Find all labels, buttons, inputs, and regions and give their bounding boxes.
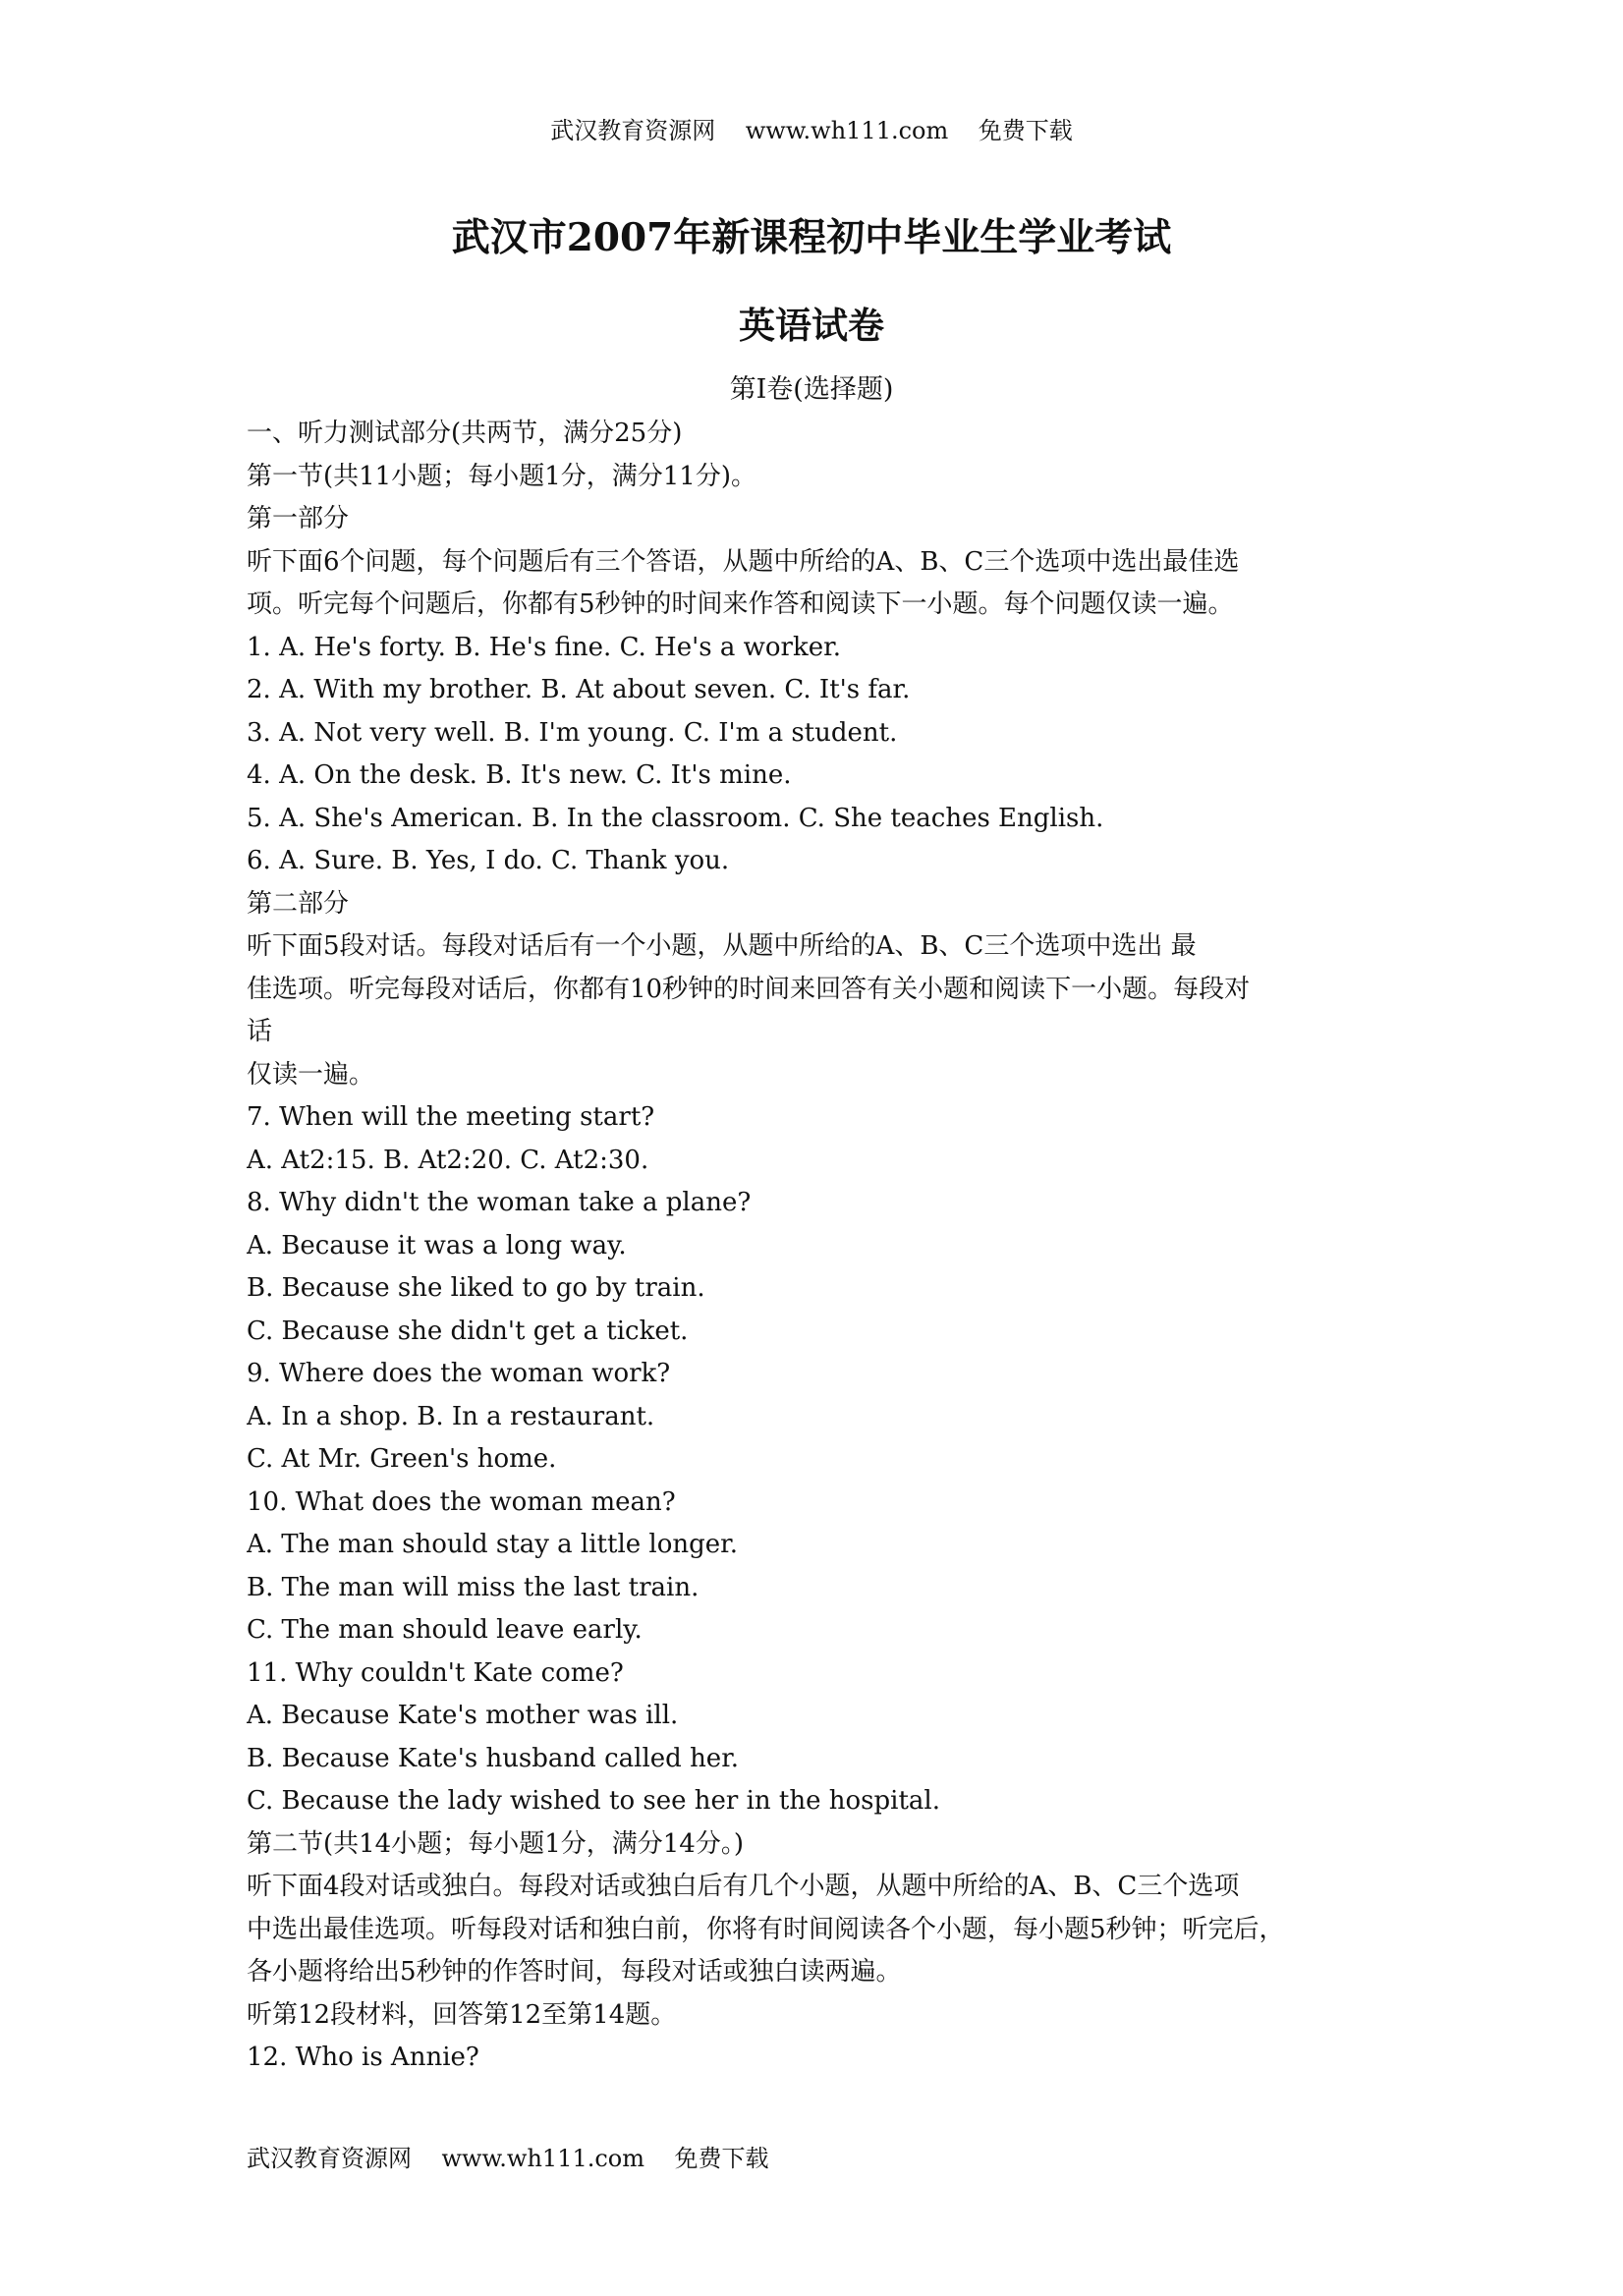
text-line: C. The man should leave early.: [247, 1615, 643, 1645]
text-line: A. In a shop. B. In a restaurant.: [247, 1401, 655, 1431]
text-line: 1. A. He's forty. B. He's fine. C. He's a worker.: [247, 632, 841, 662]
text-line: B. Because Kate's husband called her.: [247, 1743, 740, 1773]
text-line: B. The man will miss the last train.: [247, 1572, 700, 1602]
text-line: A. Because Kate's mother was ill.: [247, 1701, 679, 1730]
text-line: 第一部分: [247, 504, 350, 533]
text-line: B. Because she liked to go by train.: [247, 1273, 705, 1303]
part-label: 第Ⅰ卷(选择题): [729, 374, 894, 405]
text-line: 2. A. With my brother. B. At about seven. C. It's far.: [247, 675, 911, 704]
text-line: 佳选项。听完每段对话后，你都有10秒钟的时间来回答有关小题和阅读下一小题。每段对: [247, 974, 1251, 1004]
text-line: 项。听完每个问题后，你都有5秒钟的时间来作答和阅读下一小题。每个问题仅读一遍。: [247, 589, 1234, 619]
text-line: 3. A. Not very well. B. I'm young. C. I'm a student.: [247, 717, 898, 748]
text-line: 听下面4段对话或独白。每段对话或独白后有几个小题，从题中所给的A、B、C三个选项: [247, 1872, 1240, 1901]
text-line: 第二节(共14小题；每小题1分，满分14分。): [247, 1828, 744, 1859]
text-line: 中选出最佳选项。听每段对话和独白前，你将有时间阅读各个小题，每小题5秒钟；听完后，: [247, 1914, 1285, 1944]
text-line: 11. Why couldn't Kate come?: [247, 1657, 624, 1688]
text-line: A. Because it was a long way.: [247, 1230, 627, 1260]
exam-title: 武汉市2007年新课程初中毕业生学业考试: [451, 215, 1172, 260]
text-line: A. The man should stay a little longer.: [247, 1530, 739, 1559]
text-line: 听下面5段对话。每段对话后有一个小题，从题中所给的A、B、C三个选项中选出 最: [247, 931, 1197, 961]
page-header: 武汉教育资源网 www.wh111.com 免费下载: [550, 117, 1073, 144]
text-line: 12. Who is Annie?: [247, 2043, 479, 2072]
text-line: 4. A. On the desk. B. It's new. C. It's mine.: [247, 760, 792, 790]
text-line: 第一节(共11小题；每小题1分，满分11分)。: [247, 461, 756, 491]
text-line: 第二部分: [247, 888, 350, 919]
text-line: 8. Why didn't the woman take a plane?: [247, 1188, 752, 1217]
text-line: 7. When will the meeting start?: [247, 1102, 655, 1132]
text-line: 听下面6个问题，每个问题后有三个答语，从题中所给的A、B、C三个选项中选出最佳选: [247, 546, 1240, 577]
text-line: 听第12段材料，回答第12至第14题。: [247, 1999, 677, 2030]
text-line: C. At Mr. Green's home.: [247, 1444, 557, 1474]
exam-subtitle: 英语试卷: [739, 304, 884, 347]
text-line: A. At2:15. B. At2:20. C. At2:30.: [247, 1145, 649, 1175]
text-line: 9. Where does the woman work?: [247, 1359, 671, 1388]
text-line: 5. A. She's American. B. In the classroom. C. She teaches English.: [247, 803, 1104, 833]
text-line: C. Because she didn't get a ticket.: [247, 1316, 689, 1346]
text-line: C. Because the lady wished to see her in the hospital.: [247, 1786, 940, 1816]
text-line: 仅读一遍。: [247, 1059, 375, 1090]
text-line: 话: [247, 1017, 273, 1046]
text-line: 10. What does the woman mean?: [247, 1486, 676, 1517]
exam-content: [247, 413, 1386, 2080]
text-line: 一、听力测试部分(共两节，满分25分): [247, 419, 683, 448]
text-line: 6. A. Sure. B. Yes, I do. C. Thank you.: [247, 846, 730, 875]
page-footer: 武汉教育资源网 www.wh111.com 免费下载: [247, 2145, 769, 2172]
text-line: 各小题将给出5秒钟的作答时间，每段对话或独白读两遍。: [247, 1957, 902, 1987]
